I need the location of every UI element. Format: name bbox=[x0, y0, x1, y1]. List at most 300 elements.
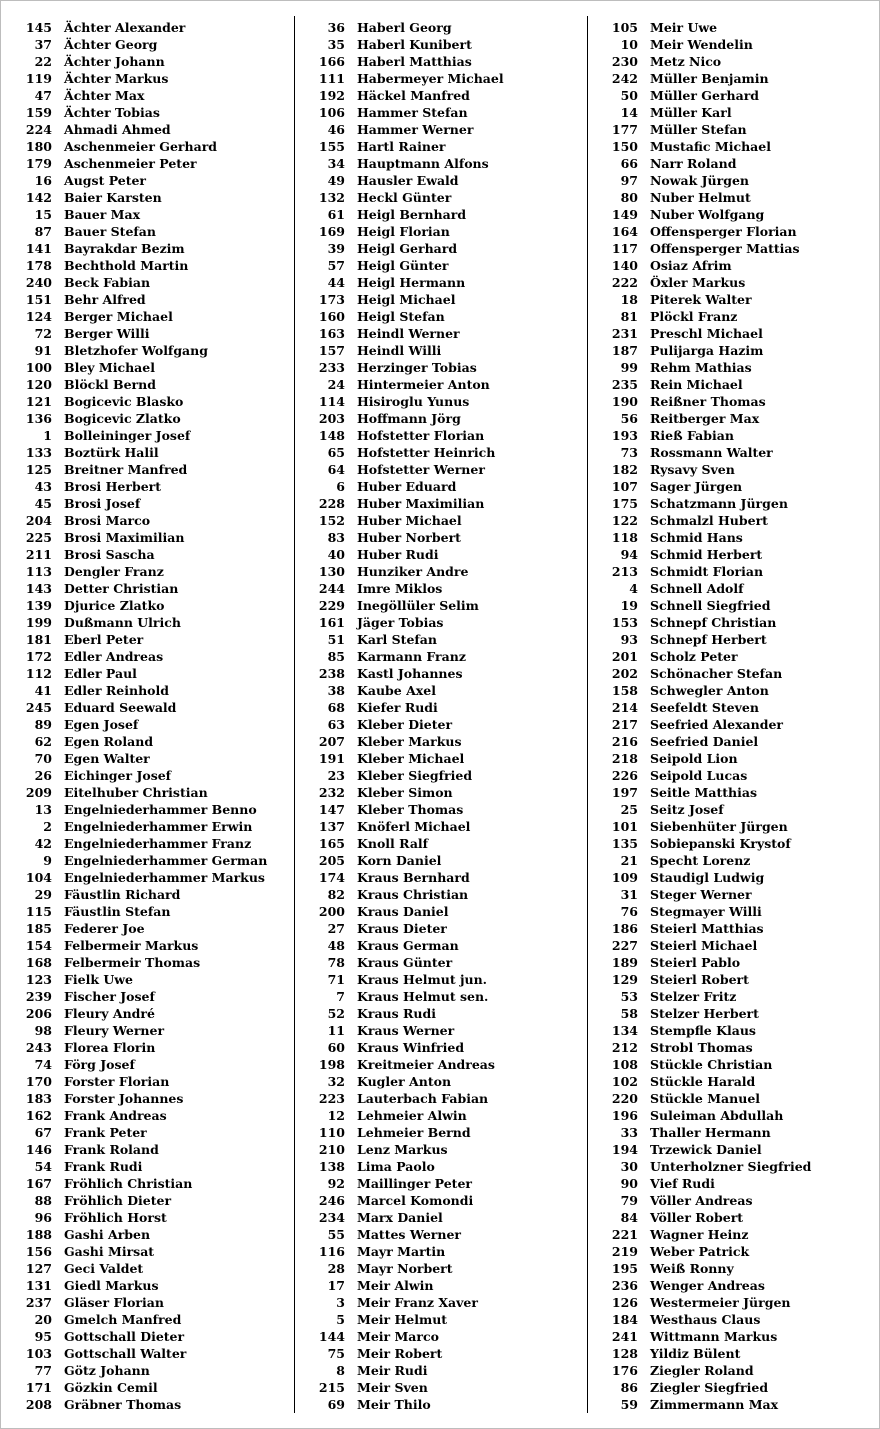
member-number: 11 bbox=[327, 1023, 345, 1038]
member-number: 108 bbox=[611, 1057, 638, 1072]
member-number: 75 bbox=[327, 1346, 345, 1361]
member-name: Gözkin Cemil bbox=[64, 1380, 158, 1395]
list-item bbox=[11, 1226, 291, 1243]
member-number: 21 bbox=[620, 853, 638, 868]
member-number: 83 bbox=[327, 530, 345, 545]
member-name: Ziegler Roland bbox=[650, 1363, 754, 1378]
member-number: 46 bbox=[327, 122, 345, 137]
member-name: Brosi Herbert bbox=[64, 479, 162, 494]
member-name: Inegöllüler Selim bbox=[357, 598, 479, 613]
list-item bbox=[304, 206, 584, 223]
list-item bbox=[304, 104, 584, 121]
list-item bbox=[597, 36, 877, 53]
list-item bbox=[597, 988, 877, 1005]
member-number: 167 bbox=[25, 1176, 52, 1191]
member-number: 128 bbox=[611, 1346, 638, 1361]
member-number: 156 bbox=[25, 1244, 52, 1259]
member-number: 186 bbox=[611, 921, 638, 936]
member-number: 145 bbox=[25, 20, 52, 35]
list-item bbox=[11, 767, 291, 784]
member-name: Reitberger Max bbox=[650, 411, 760, 426]
list-item bbox=[597, 750, 877, 767]
member-name: Meir Helmut bbox=[357, 1312, 448, 1327]
member-name: Karmann Franz bbox=[357, 649, 466, 664]
member-number: 132 bbox=[318, 190, 345, 205]
member-number: 33 bbox=[620, 1125, 638, 1140]
member-name: Eitelhuber Christian bbox=[64, 785, 208, 800]
member-number: 162 bbox=[25, 1108, 52, 1123]
list-column-2 bbox=[304, 19, 584, 1413]
member-name: Kraus Christian bbox=[357, 887, 469, 902]
member-name: Ächter Georg bbox=[64, 37, 158, 52]
member-number: 113 bbox=[25, 564, 52, 579]
member-name: Egen Roland bbox=[64, 734, 154, 749]
list-item bbox=[304, 818, 584, 835]
member-name: Müller Stefan bbox=[650, 122, 747, 137]
list-item bbox=[597, 325, 877, 342]
list-item bbox=[597, 767, 877, 784]
list-item bbox=[11, 1345, 291, 1362]
list-item bbox=[11, 325, 291, 342]
member-name: Gmelch Manfred bbox=[64, 1312, 182, 1327]
member-name: Brosi Sascha bbox=[64, 547, 155, 562]
member-number: 84 bbox=[620, 1210, 638, 1225]
member-number: 185 bbox=[25, 921, 52, 936]
list-item bbox=[11, 512, 291, 529]
list-item bbox=[597, 444, 877, 461]
member-number: 25 bbox=[620, 802, 638, 817]
list-item bbox=[304, 1090, 584, 1107]
member-number: 30 bbox=[620, 1159, 638, 1174]
list-item bbox=[597, 1362, 877, 1379]
member-number: 10 bbox=[620, 37, 638, 52]
member-number: 60 bbox=[327, 1040, 345, 1055]
list-item bbox=[597, 1158, 877, 1175]
list-item bbox=[304, 903, 584, 920]
member-number: 182 bbox=[611, 462, 638, 477]
member-number: 124 bbox=[25, 309, 52, 324]
member-name: Geci Valdet bbox=[64, 1261, 144, 1276]
member-number: 91 bbox=[34, 343, 52, 358]
member-name: Ächter Markus bbox=[64, 71, 169, 86]
list-item bbox=[11, 750, 291, 767]
member-name: Augst Peter bbox=[64, 173, 147, 188]
member-name: Heckl Günter bbox=[357, 190, 452, 205]
member-name: Knöferl Michael bbox=[357, 819, 471, 834]
member-name: Steierl Robert bbox=[650, 972, 749, 987]
member-number: 151 bbox=[25, 292, 52, 307]
member-name: Stegmayer Willi bbox=[650, 904, 762, 919]
member-number: 123 bbox=[25, 972, 52, 987]
member-name: Heigl Stefan bbox=[357, 309, 445, 324]
member-number: 189 bbox=[611, 955, 638, 970]
member-name: Fröhlich Horst bbox=[64, 1210, 167, 1225]
member-name: Schönacher Stefan bbox=[650, 666, 783, 681]
member-name: Völler Robert bbox=[650, 1210, 744, 1225]
member-number: 57 bbox=[327, 258, 345, 273]
list-item bbox=[304, 172, 584, 189]
list-item bbox=[597, 240, 877, 257]
list-item bbox=[11, 529, 291, 546]
member-number: 90 bbox=[620, 1176, 638, 1191]
member-number: 197 bbox=[611, 785, 638, 800]
list-item bbox=[304, 138, 584, 155]
member-name: Förg Josef bbox=[64, 1057, 135, 1072]
member-number: 120 bbox=[25, 377, 52, 392]
member-name: Kleber Dieter bbox=[357, 717, 453, 732]
list-item bbox=[11, 461, 291, 478]
member-number: 225 bbox=[25, 530, 52, 545]
member-number: 126 bbox=[611, 1295, 638, 1310]
member-name: Seefried Daniel bbox=[650, 734, 759, 749]
member-number: 1 bbox=[43, 428, 52, 443]
member-number: 8 bbox=[336, 1363, 345, 1378]
list-item bbox=[11, 19, 291, 36]
member-number: 104 bbox=[25, 870, 52, 885]
member-number: 59 bbox=[620, 1397, 638, 1412]
list-item bbox=[597, 1209, 877, 1226]
member-number: 148 bbox=[318, 428, 345, 443]
list-item bbox=[304, 1192, 584, 1209]
list-item bbox=[597, 1090, 877, 1107]
member-name: Offensperger Florian bbox=[650, 224, 797, 239]
member-name: Kraus Dieter bbox=[357, 921, 447, 936]
member-number: 150 bbox=[611, 139, 638, 154]
list-item bbox=[597, 920, 877, 937]
list-item bbox=[11, 172, 291, 189]
list-item bbox=[11, 1158, 291, 1175]
list-item bbox=[597, 206, 877, 223]
member-number: 93 bbox=[620, 632, 638, 647]
member-number: 193 bbox=[611, 428, 638, 443]
member-name: Huber Maximilian bbox=[357, 496, 485, 511]
member-name: Knoll Ralf bbox=[357, 836, 429, 851]
member-number: 222 bbox=[611, 275, 638, 290]
list-item bbox=[11, 546, 291, 563]
list-item bbox=[11, 869, 291, 886]
member-number: 192 bbox=[318, 88, 345, 103]
member-name: Kraus Rudi bbox=[357, 1006, 436, 1021]
member-number: 15 bbox=[34, 207, 52, 222]
list-item bbox=[11, 274, 291, 291]
list-item bbox=[11, 818, 291, 835]
member-number: 53 bbox=[620, 989, 638, 1004]
member-name: Gläser Florian bbox=[64, 1295, 164, 1310]
member-name: Heigl Bernhard bbox=[357, 207, 467, 222]
member-name: Kugler Anton bbox=[357, 1074, 452, 1089]
member-number: 17 bbox=[327, 1278, 345, 1293]
member-number: 103 bbox=[25, 1346, 52, 1361]
member-name: Rein Michael bbox=[650, 377, 743, 392]
list-item bbox=[597, 1311, 877, 1328]
member-name: Bogicevic Zlatko bbox=[64, 411, 181, 426]
member-number: 163 bbox=[318, 326, 345, 341]
list-item bbox=[11, 1311, 291, 1328]
member-name: Schnepf Christian bbox=[650, 615, 777, 630]
list-item bbox=[597, 410, 877, 427]
member-name: Seipold Lion bbox=[650, 751, 738, 766]
member-name: Behr Alfred bbox=[64, 292, 146, 307]
member-number: 190 bbox=[611, 394, 638, 409]
member-number: 211 bbox=[25, 547, 52, 562]
list-item bbox=[597, 1056, 877, 1073]
list-item bbox=[11, 580, 291, 597]
member-number: 237 bbox=[25, 1295, 52, 1310]
member-name: Heindl Willi bbox=[357, 343, 442, 358]
member-name: Osiaz Afrim bbox=[650, 258, 732, 273]
member-name: Nowak Jürgen bbox=[650, 173, 750, 188]
list-item bbox=[597, 852, 877, 869]
list-item bbox=[11, 1379, 291, 1396]
member-number: 178 bbox=[25, 258, 52, 273]
member-number: 184 bbox=[611, 1312, 638, 1327]
member-name: Steierl Pablo bbox=[650, 955, 741, 970]
list-item bbox=[597, 818, 877, 835]
member-number: 196 bbox=[611, 1108, 638, 1123]
member-name: Imre Miklos bbox=[357, 581, 443, 596]
member-number: 207 bbox=[318, 734, 345, 749]
member-number: 170 bbox=[25, 1074, 52, 1089]
member-name: Bauer Max bbox=[64, 207, 141, 222]
member-number: 208 bbox=[25, 1397, 52, 1412]
list-item bbox=[304, 1277, 584, 1294]
list-item bbox=[304, 274, 584, 291]
list-item bbox=[597, 308, 877, 325]
list-item bbox=[11, 1073, 291, 1090]
member-name: Kraus Bernhard bbox=[357, 870, 470, 885]
member-name: Fleury Werner bbox=[64, 1023, 165, 1038]
member-name: Hintermeier Anton bbox=[357, 377, 490, 392]
member-name: Gottschall Walter bbox=[64, 1346, 187, 1361]
member-number: 54 bbox=[34, 1159, 52, 1174]
member-name: Bayrakdar Bezim bbox=[64, 241, 185, 256]
member-name: Huber Rudi bbox=[357, 547, 439, 562]
member-name: Maillinger Peter bbox=[357, 1176, 472, 1191]
list-item bbox=[304, 750, 584, 767]
list-item bbox=[597, 427, 877, 444]
member-number: 242 bbox=[611, 71, 638, 86]
member-number: 135 bbox=[611, 836, 638, 851]
member-name: Hammer Werner bbox=[357, 122, 474, 137]
member-name: Nuber Wolfgang bbox=[650, 207, 765, 222]
member-number: 166 bbox=[318, 54, 345, 69]
list-item bbox=[597, 512, 877, 529]
member-name: Eberl Peter bbox=[64, 632, 144, 647]
member-number: 220 bbox=[611, 1091, 638, 1106]
member-number: 195 bbox=[611, 1261, 638, 1276]
list-item bbox=[11, 1107, 291, 1124]
list-item bbox=[11, 444, 291, 461]
list-item bbox=[597, 801, 877, 818]
list-item bbox=[11, 716, 291, 733]
member-name: Aschenmeier Peter bbox=[64, 156, 197, 171]
list-item bbox=[11, 1277, 291, 1294]
list-item bbox=[11, 1175, 291, 1192]
member-name: Meir Wendelin bbox=[650, 37, 753, 52]
member-name: Kraus Helmut sen. bbox=[357, 989, 489, 1004]
member-number: 230 bbox=[611, 54, 638, 69]
member-name: Steierl Michael bbox=[650, 938, 758, 953]
member-name: Narr Roland bbox=[650, 156, 737, 171]
member-number: 95 bbox=[34, 1329, 52, 1344]
column-divider bbox=[587, 16, 588, 1413]
member-number: 244 bbox=[318, 581, 345, 596]
list-item bbox=[597, 172, 877, 189]
member-number: 144 bbox=[318, 1329, 345, 1344]
member-number: 7 bbox=[336, 989, 345, 1004]
list-item bbox=[597, 699, 877, 716]
member-name: Wenger Andreas bbox=[650, 1278, 765, 1293]
member-number: 26 bbox=[34, 768, 52, 783]
member-name: Kraus Daniel bbox=[357, 904, 449, 919]
member-name: Edler Reinhold bbox=[64, 683, 169, 698]
member-name: Pulijarga Hazim bbox=[650, 343, 764, 358]
member-number: 177 bbox=[611, 122, 638, 137]
member-name: Meir Thilo bbox=[357, 1397, 431, 1412]
member-number: 45 bbox=[34, 496, 52, 511]
member-number: 112 bbox=[25, 666, 52, 681]
member-name: Kleber Thomas bbox=[357, 802, 464, 817]
list-item bbox=[304, 801, 584, 818]
member-number: 63 bbox=[327, 717, 345, 732]
member-name: Wittmann Markus bbox=[650, 1329, 778, 1344]
list-item bbox=[597, 1124, 877, 1141]
list-item bbox=[597, 563, 877, 580]
member-number: 24 bbox=[327, 377, 345, 392]
member-name: Hartl Rainer bbox=[357, 139, 446, 154]
member-name: Frank Roland bbox=[64, 1142, 159, 1157]
member-number: 181 bbox=[25, 632, 52, 647]
list-item bbox=[304, 716, 584, 733]
member-number: 131 bbox=[25, 1278, 52, 1293]
list-item bbox=[11, 189, 291, 206]
member-number: 3 bbox=[336, 1295, 345, 1310]
list-item bbox=[304, 767, 584, 784]
list-item bbox=[304, 1311, 584, 1328]
member-name: Seefeldt Steven bbox=[650, 700, 759, 715]
list-item bbox=[11, 121, 291, 138]
list-item bbox=[304, 835, 584, 852]
member-name: Brosi Josef bbox=[64, 496, 141, 511]
list-item bbox=[11, 376, 291, 393]
member-name: Egen Walter bbox=[64, 751, 150, 766]
member-name: Djurice Zlatko bbox=[64, 598, 165, 613]
member-name: Kraus Helmut jun. bbox=[357, 972, 488, 987]
member-name: Seitz Josef bbox=[650, 802, 724, 817]
list-item bbox=[11, 852, 291, 869]
member-number: 6 bbox=[336, 479, 345, 494]
member-number: 69 bbox=[327, 1397, 345, 1412]
member-number: 229 bbox=[318, 598, 345, 613]
member-name: Weiß Ronny bbox=[650, 1261, 734, 1276]
member-number: 194 bbox=[611, 1142, 638, 1157]
member-name: Hauptmann Alfons bbox=[357, 156, 489, 171]
member-name: Forster Florian bbox=[64, 1074, 170, 1089]
member-name: Hausler Ewald bbox=[357, 173, 459, 188]
member-name: Bechthold Martin bbox=[64, 258, 189, 273]
list-item bbox=[597, 1226, 877, 1243]
member-number: 188 bbox=[25, 1227, 52, 1242]
list-item bbox=[11, 359, 291, 376]
list-item bbox=[11, 1362, 291, 1379]
member-number: 174 bbox=[318, 870, 345, 885]
list-item bbox=[304, 53, 584, 70]
member-number: 138 bbox=[318, 1159, 345, 1174]
member-name: Thaller Hermann bbox=[650, 1125, 771, 1140]
list-item bbox=[11, 971, 291, 988]
list-item bbox=[597, 1005, 877, 1022]
member-name: Haberl Georg bbox=[357, 20, 452, 35]
member-number: 153 bbox=[611, 615, 638, 630]
member-number: 64 bbox=[327, 462, 345, 477]
member-number: 50 bbox=[620, 88, 638, 103]
member-number: 117 bbox=[611, 241, 638, 256]
member-number: 134 bbox=[611, 1023, 638, 1038]
member-number: 31 bbox=[620, 887, 638, 902]
member-number: 51 bbox=[327, 632, 345, 647]
list-item bbox=[11, 291, 291, 308]
list-item bbox=[304, 971, 584, 988]
column-divider bbox=[294, 16, 295, 1413]
member-name: Kreitmeier Andreas bbox=[357, 1057, 495, 1072]
member-name: Gräbner Thomas bbox=[64, 1397, 182, 1412]
member-name: Habermeyer Michael bbox=[357, 71, 504, 86]
member-number: 168 bbox=[25, 955, 52, 970]
member-number: 201 bbox=[611, 649, 638, 664]
member-name: Frank Peter bbox=[64, 1125, 147, 1140]
member-name: Lehmeier Bernd bbox=[357, 1125, 471, 1140]
member-number: 111 bbox=[318, 71, 345, 86]
member-number: 141 bbox=[25, 241, 52, 256]
member-number: 205 bbox=[318, 853, 345, 868]
member-name: Westhaus Claus bbox=[650, 1312, 761, 1327]
member-name: Florea Florin bbox=[64, 1040, 156, 1055]
member-name: Beck Fabian bbox=[64, 275, 151, 290]
member-number: 215 bbox=[318, 1380, 345, 1395]
member-name: Stempfle Klaus bbox=[650, 1023, 756, 1038]
list-item bbox=[11, 1141, 291, 1158]
member-name: Stelzer Herbert bbox=[650, 1006, 759, 1021]
list-item bbox=[597, 138, 877, 155]
list-item bbox=[597, 1022, 877, 1039]
member-number: 27 bbox=[327, 921, 345, 936]
member-name: Heigl Gerhard bbox=[357, 241, 458, 256]
list-item bbox=[11, 87, 291, 104]
member-number: 223 bbox=[318, 1091, 345, 1106]
member-number: 98 bbox=[34, 1023, 52, 1038]
member-number: 81 bbox=[620, 309, 638, 324]
member-number: 119 bbox=[25, 71, 52, 86]
list-item bbox=[304, 614, 584, 631]
list-item bbox=[11, 1090, 291, 1107]
member-number: 106 bbox=[318, 105, 345, 120]
member-name: Mayr Martin bbox=[357, 1244, 446, 1259]
member-name: Huber Eduard bbox=[357, 479, 457, 494]
member-name: Heigl Hermann bbox=[357, 275, 466, 290]
member-number: 35 bbox=[327, 37, 345, 52]
list-item bbox=[304, 1022, 584, 1039]
list-item bbox=[304, 597, 584, 614]
member-name: Federer Joe bbox=[64, 921, 145, 936]
member-name: Kleber Markus bbox=[357, 734, 462, 749]
member-number: 209 bbox=[25, 785, 52, 800]
member-name: Hofstetter Florian bbox=[357, 428, 485, 443]
member-name: Stelzer Fritz bbox=[650, 989, 737, 1004]
member-name: Ächter Max bbox=[64, 88, 145, 103]
member-name: Giedl Markus bbox=[64, 1278, 159, 1293]
member-name: Zimmermann Max bbox=[650, 1397, 779, 1412]
member-name: Plöckl Franz bbox=[650, 309, 738, 324]
